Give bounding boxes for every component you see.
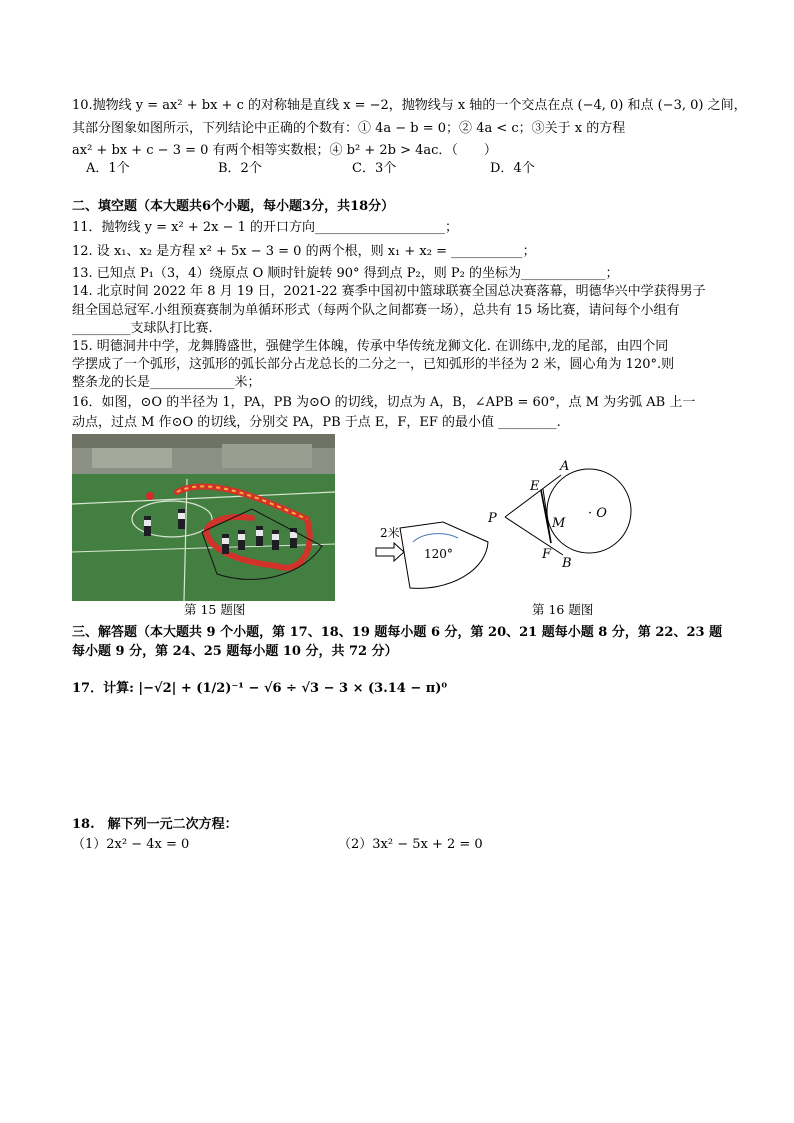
- point-o-label: · O: [588, 506, 607, 521]
- point-m-label: M: [552, 516, 566, 531]
- q11-text: 11．抛物线 y = x² + 2x − 1 的开口方向____________________；: [72, 220, 459, 235]
- q13-text: 13. 已知点 P₁（3，4）绕原点 O 顺时针旋转 90° 得到点 P₂，则 P₂ 的坐标为_____________；: [72, 266, 619, 281]
- q10-line1: 10.抛物线 y = ax² + bx + c 的对称轴是直线 x = −2，抛物线与 x 轴的一个交点在点 (−4, 0) 和点 (−3, 0) 之间，: [72, 98, 747, 113]
- point-e-label: E: [530, 479, 540, 494]
- q10-option-d: D．4个: [490, 161, 535, 176]
- q16-line2: 动点，过点 M 作⊙O 的切线，分别交 PA，PB 于点 E，F，EF 的最小值 _________.: [72, 415, 561, 430]
- point-b-label: B: [562, 556, 572, 571]
- q18-part1: （1）2x² − 4x = 0: [72, 837, 190, 852]
- fig15-caption: 第 15 题图: [184, 602, 246, 617]
- q14-line3: _________支球队打比赛.: [72, 321, 213, 336]
- section2-heading: 二、填空题（本大题共6个小题，每小题3分，共18分）: [72, 199, 395, 214]
- point-f-label: F: [542, 547, 552, 562]
- sector-radius-label: 2米: [380, 526, 400, 540]
- point-p-label: P: [488, 511, 497, 526]
- q18-title: 18. 解下列一元二次方程：: [72, 817, 238, 832]
- q17-text: 17．计算: |−√2| + (1/2)⁻¹ − √6 ÷ √3 − 3 × (3.14 − π)⁰: [72, 681, 448, 696]
- section3-heading-line2: 每小题 9 分，第 24、25 题每小题 10 分，共 72 分）: [72, 644, 398, 659]
- sector-angle-label: 120°: [424, 547, 453, 561]
- q12-text: 12. 设 x₁、x₂ 是方程 x² + 5x − 3 = 0 的两个根，则 x₁ + x₂ = ___________；: [72, 244, 536, 259]
- dragon-dance-scene: [72, 434, 335, 601]
- q14-line1: 14. 北京时间 2022 年 8 月 19 日，2021-22 赛季中国初中篮球联赛全国总决赛落幕，明德华兴中学获得男子: [72, 284, 706, 299]
- section3-heading-line1: 三、解答题（本大题共 9 个小题，第 17、18、19 题每小题 6 分，第 20、21 题每小题 8 分，第 22、23 题: [72, 625, 723, 640]
- q16-line1: 16．如图，⊙O 的半径为 1，PA，PB 为⊙O 的切线，切点为 A，B，∠APB = 60°，点 M 为劣弧 AB 上一: [72, 395, 696, 410]
- q18-part2: （2）3x² − 5x + 2 = 0: [338, 837, 483, 852]
- fig16-caption: 第 16 题图: [532, 602, 594, 617]
- q15-line2: 学摆成了一个弧形，这弧形的弧长部分占龙总长的二分之一，已知弧形的半径为 2 米，圆心角为 120°.则: [72, 357, 675, 372]
- q10-line3: ax² + bx + c − 3 = 0 有两个相等实数根；④ b² + 2b > 4ac．（ ）: [72, 143, 497, 158]
- q10-option-b: B．2个: [218, 161, 262, 176]
- q15-line1: 15. 明德洞井中学，龙舞腾盛世，强健学生体魄，传承中华传统龙狮文化. 在训练中,龙的尾部，由四个同: [72, 339, 669, 354]
- q14-line2: 组全国总冠军.小组预赛赛制为单循环形式（每两个队之间都赛一场），总共有 15 场比赛，请问每个小组有: [72, 303, 680, 318]
- q10-option-a: A．1个: [86, 161, 130, 176]
- dragon-dance-photo: [72, 434, 335, 601]
- q10-option-c: C．3个: [352, 161, 397, 176]
- q10-line2: 其部分图象如图所示，下列结论中正确的个数有：① 4a − b = 0；② 4a < c；③关于 x 的方程: [72, 121, 626, 136]
- q15-line3: 整条龙的长是_____________米；: [72, 375, 261, 390]
- point-a-label: A: [560, 459, 570, 474]
